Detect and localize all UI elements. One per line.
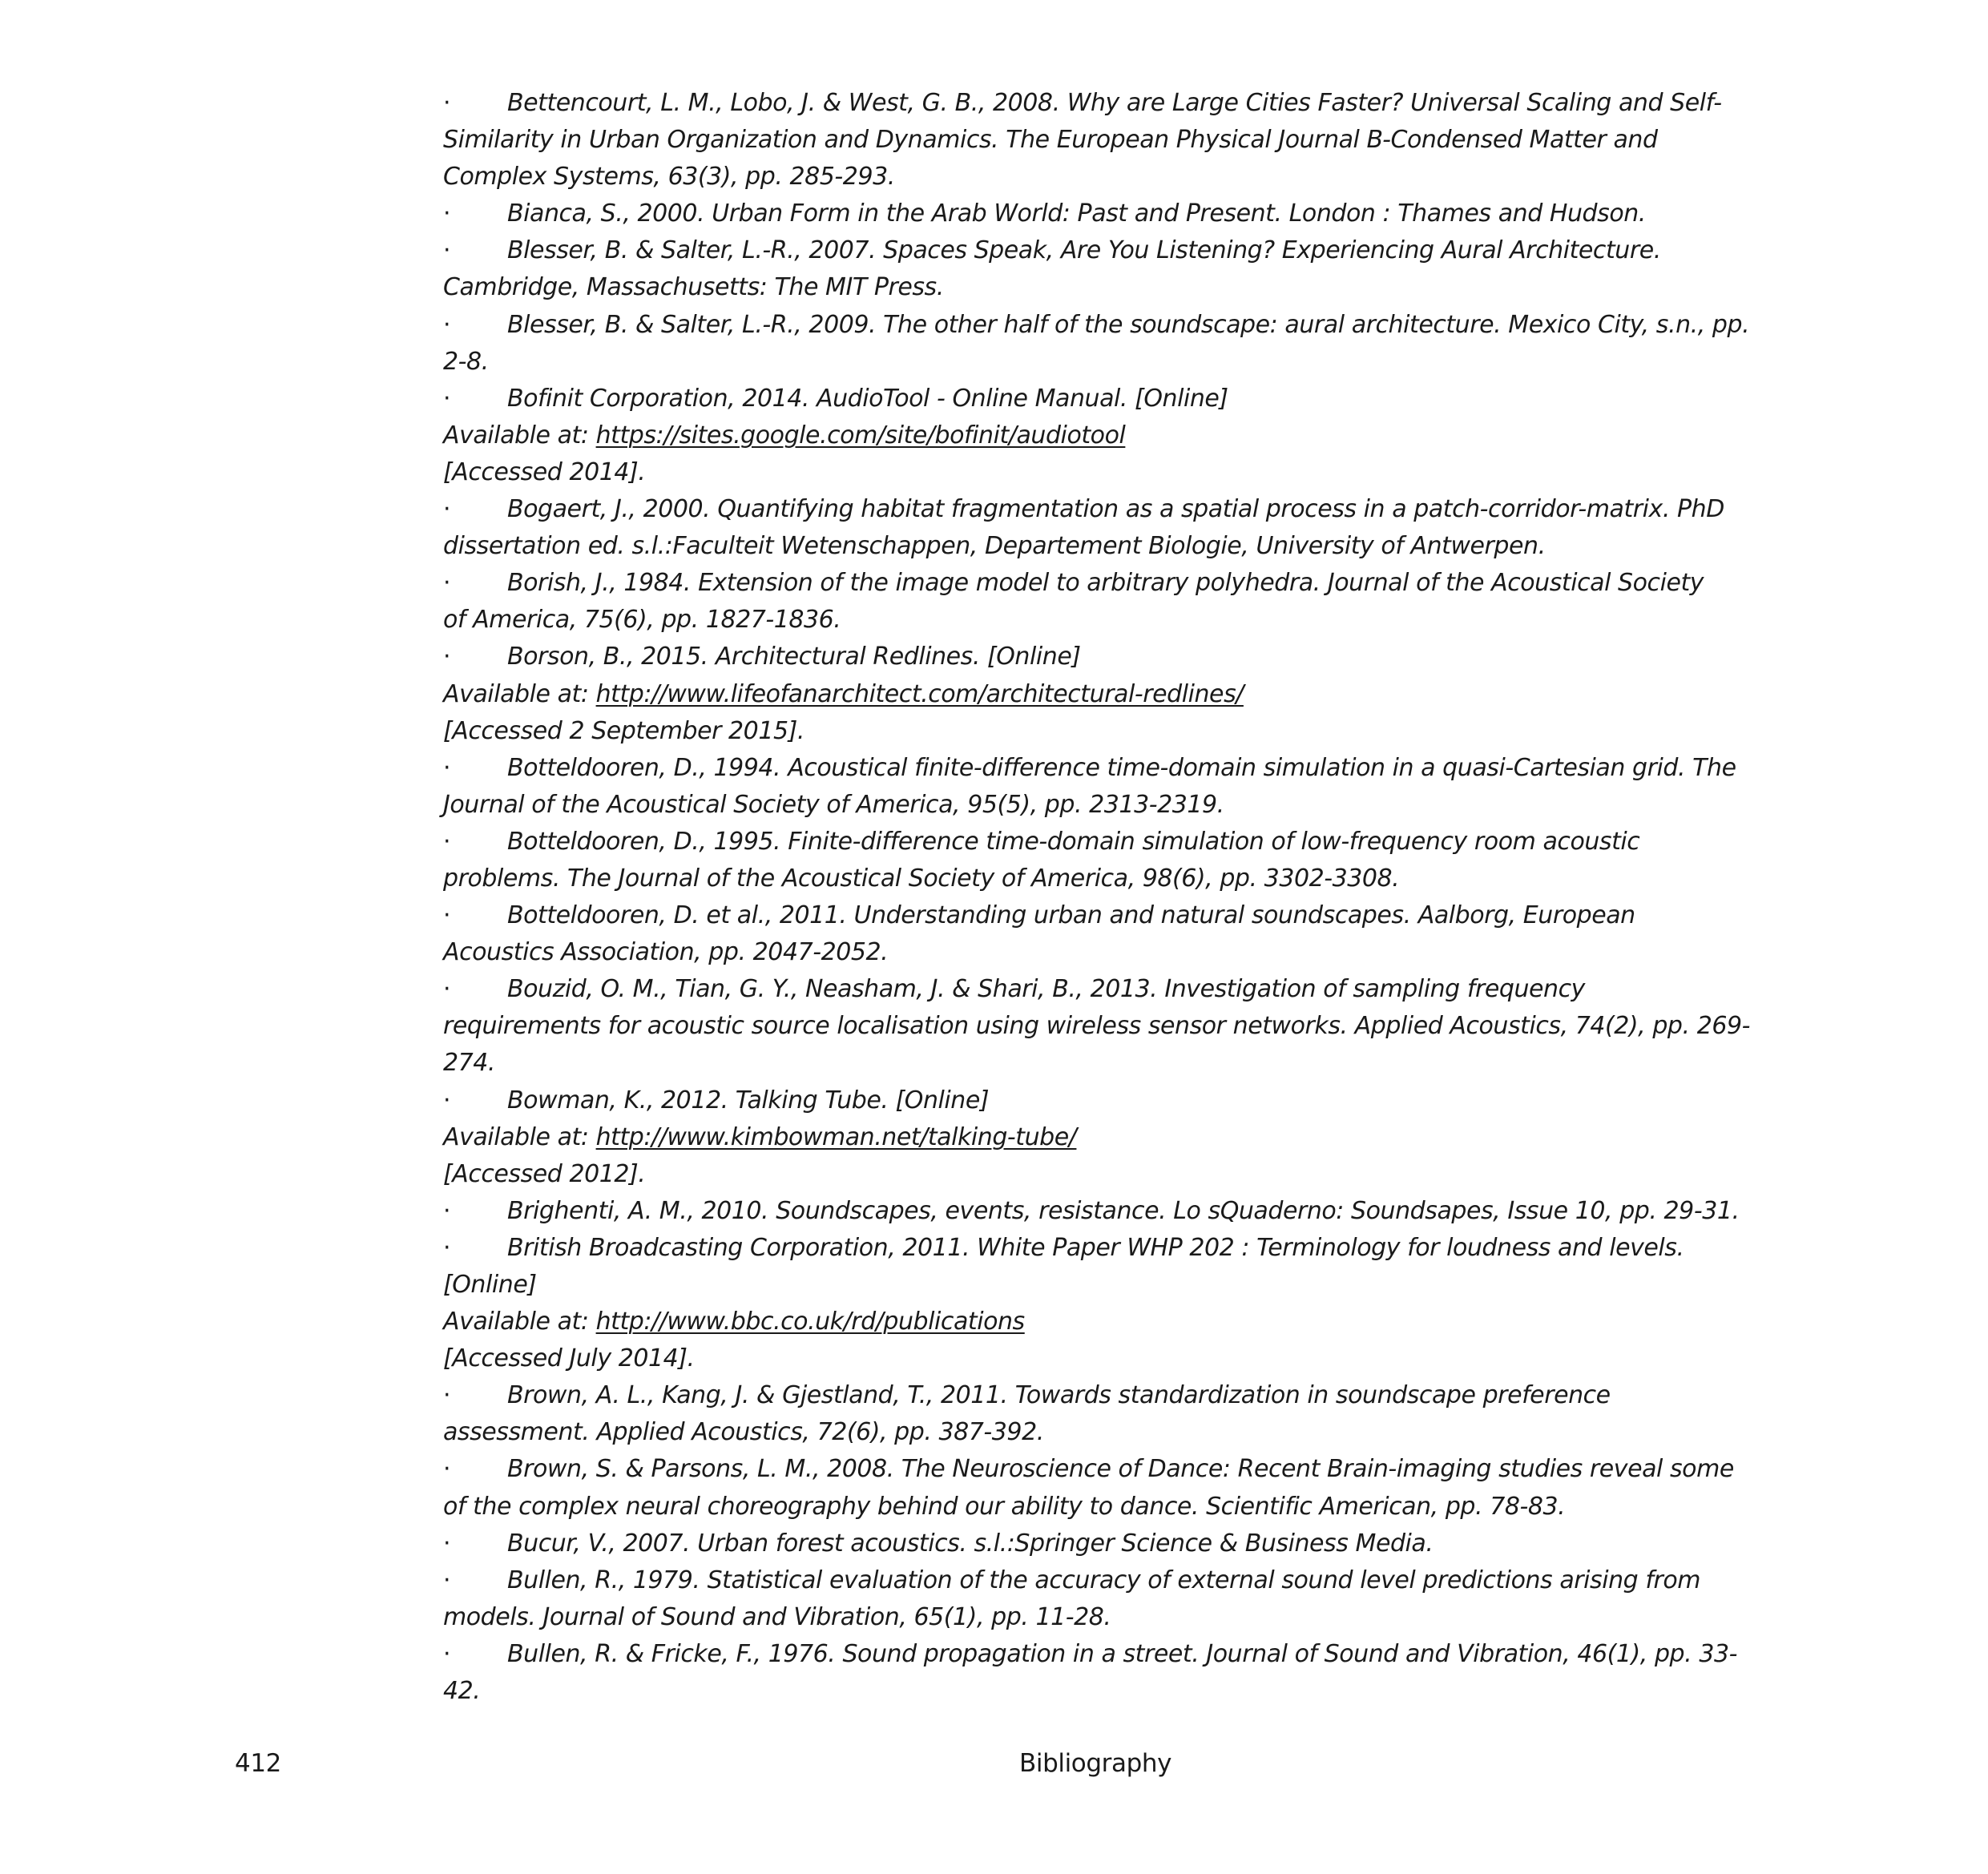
footer-section-title: Bibliography	[1019, 1749, 1172, 1778]
bullet-icon: ·	[443, 1566, 451, 1594]
reference-text: Journal of the Acoustical Society of America, 95(5), pp. 2313-2319.	[443, 790, 1224, 819]
reference-text: Similarity in Urban Organization and Dynamics. The European Physical Journal B-Condensed Matter and	[443, 126, 1658, 155]
reference-line-start	[443, 232, 1757, 269]
reference-text: [Accessed July 2014].	[443, 1344, 695, 1373]
reference-text: dissertation ed. s.l.:Faculteit Wetenschappen, Departement Biologie, University of Antwerpen.	[443, 532, 1546, 561]
reference-line-start	[443, 1525, 1757, 1562]
reference-line	[443, 1489, 1757, 1525]
bullet-icon: ·	[443, 753, 451, 782]
reference-line-start	[443, 639, 1757, 675]
bullet-icon: ·	[443, 310, 451, 339]
bullet-icon: ·	[443, 199, 451, 228]
reference-line	[443, 1267, 1757, 1304]
reference-text: British Broadcasting Corporation, 2011. White Paper WHP 202 : Terminology for loudness and levels.	[507, 1233, 1684, 1262]
reference-line	[443, 159, 1757, 195]
reference-text: Acoustics Association, pp. 2047-2052.	[443, 938, 889, 967]
reference-text: Bianca, S., 2000. Urban Form in the Arab World: Past and Present. London : Thames and Hudson.	[507, 199, 1646, 228]
reference-text: Brown, A. L., Kang, J. & Gjestland, T., 2011. Towards standardization in soundscape preference	[507, 1381, 1611, 1410]
reference-line-start	[443, 971, 1757, 1008]
reference-text: Bowman, K., 2012. Talking Tube. [Online]	[507, 1086, 990, 1114]
reference-text: Bullen, R., 1979. Statistical evaluation of the accuracy of external sound level predictions arising from	[507, 1566, 1701, 1594]
reference-line	[443, 454, 1757, 491]
reference-line	[443, 860, 1757, 897]
reference-line	[443, 1414, 1757, 1451]
bullet-icon: ·	[443, 495, 451, 524]
reference-text: Bouzid, O. M., Tian, G. Y., Neasham, J. & Shari, B., 2013. Investigation of sampling frequency	[507, 975, 1585, 1004]
reference-text: of America, 75(6), pp. 1827-1836.	[443, 606, 841, 635]
reference-line	[443, 1045, 1757, 1082]
reference-text: Available at:	[443, 1122, 596, 1151]
reference-text: Botteldooren, D., 1995. Finite-difference time-domain simulation of low-frequency room acoustic	[507, 827, 1640, 856]
reference-text: Blesser, B. & Salter, L.-R., 2009. The other half of the soundscape: aural architecture. Mexico City, s.n., pp.	[507, 310, 1750, 339]
bullet-icon: ·	[443, 643, 451, 671]
reference-line-start	[443, 85, 1757, 122]
bullet-icon: ·	[443, 1086, 451, 1114]
reference-text: [Accessed 2014].	[443, 457, 646, 486]
reference-line-start	[443, 1082, 1757, 1119]
bullet-icon: ·	[443, 236, 451, 265]
reference-text: Blesser, B. & Salter, L.-R., 2007. Spaces Speak, Are You Listening? Experiencing Aural Architecture.	[507, 236, 1661, 265]
reference-line-start	[443, 1193, 1757, 1230]
reference-text: Botteldooren, D. et al., 2011. Understanding urban and natural soundscapes. Aalborg, European	[507, 901, 1635, 930]
bullet-icon: ·	[443, 569, 451, 598]
reference-text: problems. The Journal of the Acoustical Society of America, 98(6), pp. 3302-3308.	[443, 864, 1400, 893]
reference-line	[443, 1599, 1757, 1636]
reference-text: Brown, S. & Parsons, L. M., 2008. The Neuroscience of Dance: Recent Brain-imaging studies reveal some	[507, 1455, 1734, 1484]
reference-text: Borson, B., 2015. Architectural Redlines. [Online]	[507, 643, 1081, 671]
reference-line	[443, 602, 1757, 639]
reference-line-start	[443, 1636, 1757, 1673]
bullet-icon: ·	[443, 1381, 451, 1410]
reference-line-start	[443, 491, 1757, 528]
reference-text: Brighenti, A. M., 2010. Soundscapes, events, resistance. Lo sQuaderno: Soundsapes, Issue 10, pp. 29-31.	[507, 1196, 1740, 1225]
bullet-icon: ·	[443, 1196, 451, 1225]
reference-link[interactable]: http://www.kimbowman.net/talking-tube/	[595, 1122, 1077, 1151]
reference-line-start	[443, 1377, 1757, 1414]
reference-text: [Online]	[443, 1271, 537, 1299]
reference-text: Borish, J., 1984. Extension of the image model to arbitrary polyhedra. Journal of the Acoustical Society	[507, 569, 1704, 598]
reference-line-start	[443, 1451, 1757, 1488]
reference-line	[443, 122, 1757, 159]
reference-line-start	[443, 195, 1757, 232]
reference-text: 274.	[443, 1049, 495, 1078]
reference-text: [Accessed 2012].	[443, 1159, 646, 1188]
reference-line	[443, 1156, 1757, 1193]
reference-line	[443, 417, 1757, 454]
bullet-icon: ·	[443, 1639, 451, 1668]
reference-line-start	[443, 1230, 1757, 1267]
reference-text: Available at:	[443, 1308, 596, 1336]
reference-text: 2-8.	[443, 347, 489, 376]
reference-text: Bucur, V., 2007. Urban forest acoustics. s.l.:Springer Science & Business Media.	[507, 1529, 1434, 1558]
bibliography-list	[443, 85, 1757, 1710]
reference-line-start	[443, 1562, 1757, 1599]
reference-text: models. Journal of Sound and Vibration, 65(1), pp. 11-28.	[443, 1602, 1111, 1631]
bullet-icon: ·	[443, 1455, 451, 1484]
reference-text: Botteldooren, D., 1994. Acoustical finite-difference time-domain simulation in a quasi-Cartesian grid. The	[507, 753, 1736, 782]
bullet-icon: ·	[443, 384, 451, 413]
reference-link[interactable]: http://www.lifeofanarchitect.com/architectural-redlines/	[595, 679, 1244, 708]
reference-line	[443, 934, 1757, 971]
page-number: 412	[235, 1749, 281, 1778]
reference-text: requirements for acoustic source localisation using wireless sensor networks. Applied Acoustics, 74(2), pp. 269-	[443, 1012, 1750, 1041]
reference-link[interactable]: https://sites.google.com/site/bofinit/audiotool	[595, 421, 1126, 449]
bullet-icon: ·	[443, 89, 451, 117]
reference-text: Available at:	[443, 421, 596, 449]
reference-line-start	[443, 897, 1757, 934]
reference-line	[443, 713, 1757, 750]
reference-line	[443, 269, 1757, 306]
reference-line-start	[443, 750, 1757, 787]
bullet-icon: ·	[443, 827, 451, 856]
bullet-icon: ·	[443, 975, 451, 1004]
reference-text: Complex Systems, 63(3), pp. 285-293.	[443, 163, 895, 191]
reference-link[interactable]: http://www.bbc.co.uk/rd/publications	[595, 1308, 1025, 1336]
reference-line-start	[443, 565, 1757, 602]
reference-text: Bullen, R. & Fricke, F., 1976. Sound propagation in a street. Journal of Sound and Vibration, 46(1), pp. 33-	[507, 1639, 1737, 1668]
reference-text: Bofinit Corporation, 2014. AudioTool - Online Manual. [Online]	[507, 384, 1228, 413]
reference-text: 42.	[443, 1677, 481, 1706]
reference-line	[443, 787, 1757, 824]
reference-text: [Accessed 2 September 2015].	[443, 716, 804, 745]
reference-line-start	[443, 824, 1757, 860]
reference-text: Bogaert, J., 2000. Quantifying habitat fragmentation as a spatial process in a patch-corridor-matrix. PhD	[507, 495, 1724, 524]
reference-text: Bettencourt, L. M., Lobo, J. & West, G. B., 2008. Why are Large Cities Faster? Universal Scaling and Self-	[507, 89, 1722, 117]
reference-line	[443, 1304, 1757, 1340]
reference-line	[443, 344, 1757, 381]
reference-text: of the complex neural choreography behind our ability to dance. Scientific American, pp. 78-83.	[443, 1492, 1566, 1521]
reference-line	[443, 1008, 1757, 1045]
bullet-icon: ·	[443, 1233, 451, 1262]
reference-text: Cambridge, Massachusetts: The MIT Press.	[443, 273, 944, 302]
reference-line-start	[443, 381, 1757, 417]
reference-line	[443, 1119, 1757, 1156]
reference-line-start	[443, 307, 1757, 344]
reference-line	[443, 676, 1757, 713]
reference-line	[443, 528, 1757, 565]
bullet-icon: ·	[443, 901, 451, 930]
reference-text: Available at:	[443, 679, 596, 708]
reference-line	[443, 1340, 1757, 1377]
bullet-icon: ·	[443, 1529, 451, 1558]
reference-text: assessment. Applied Acoustics, 72(6), pp. 387-392.	[443, 1418, 1044, 1447]
reference-line	[443, 1673, 1757, 1710]
